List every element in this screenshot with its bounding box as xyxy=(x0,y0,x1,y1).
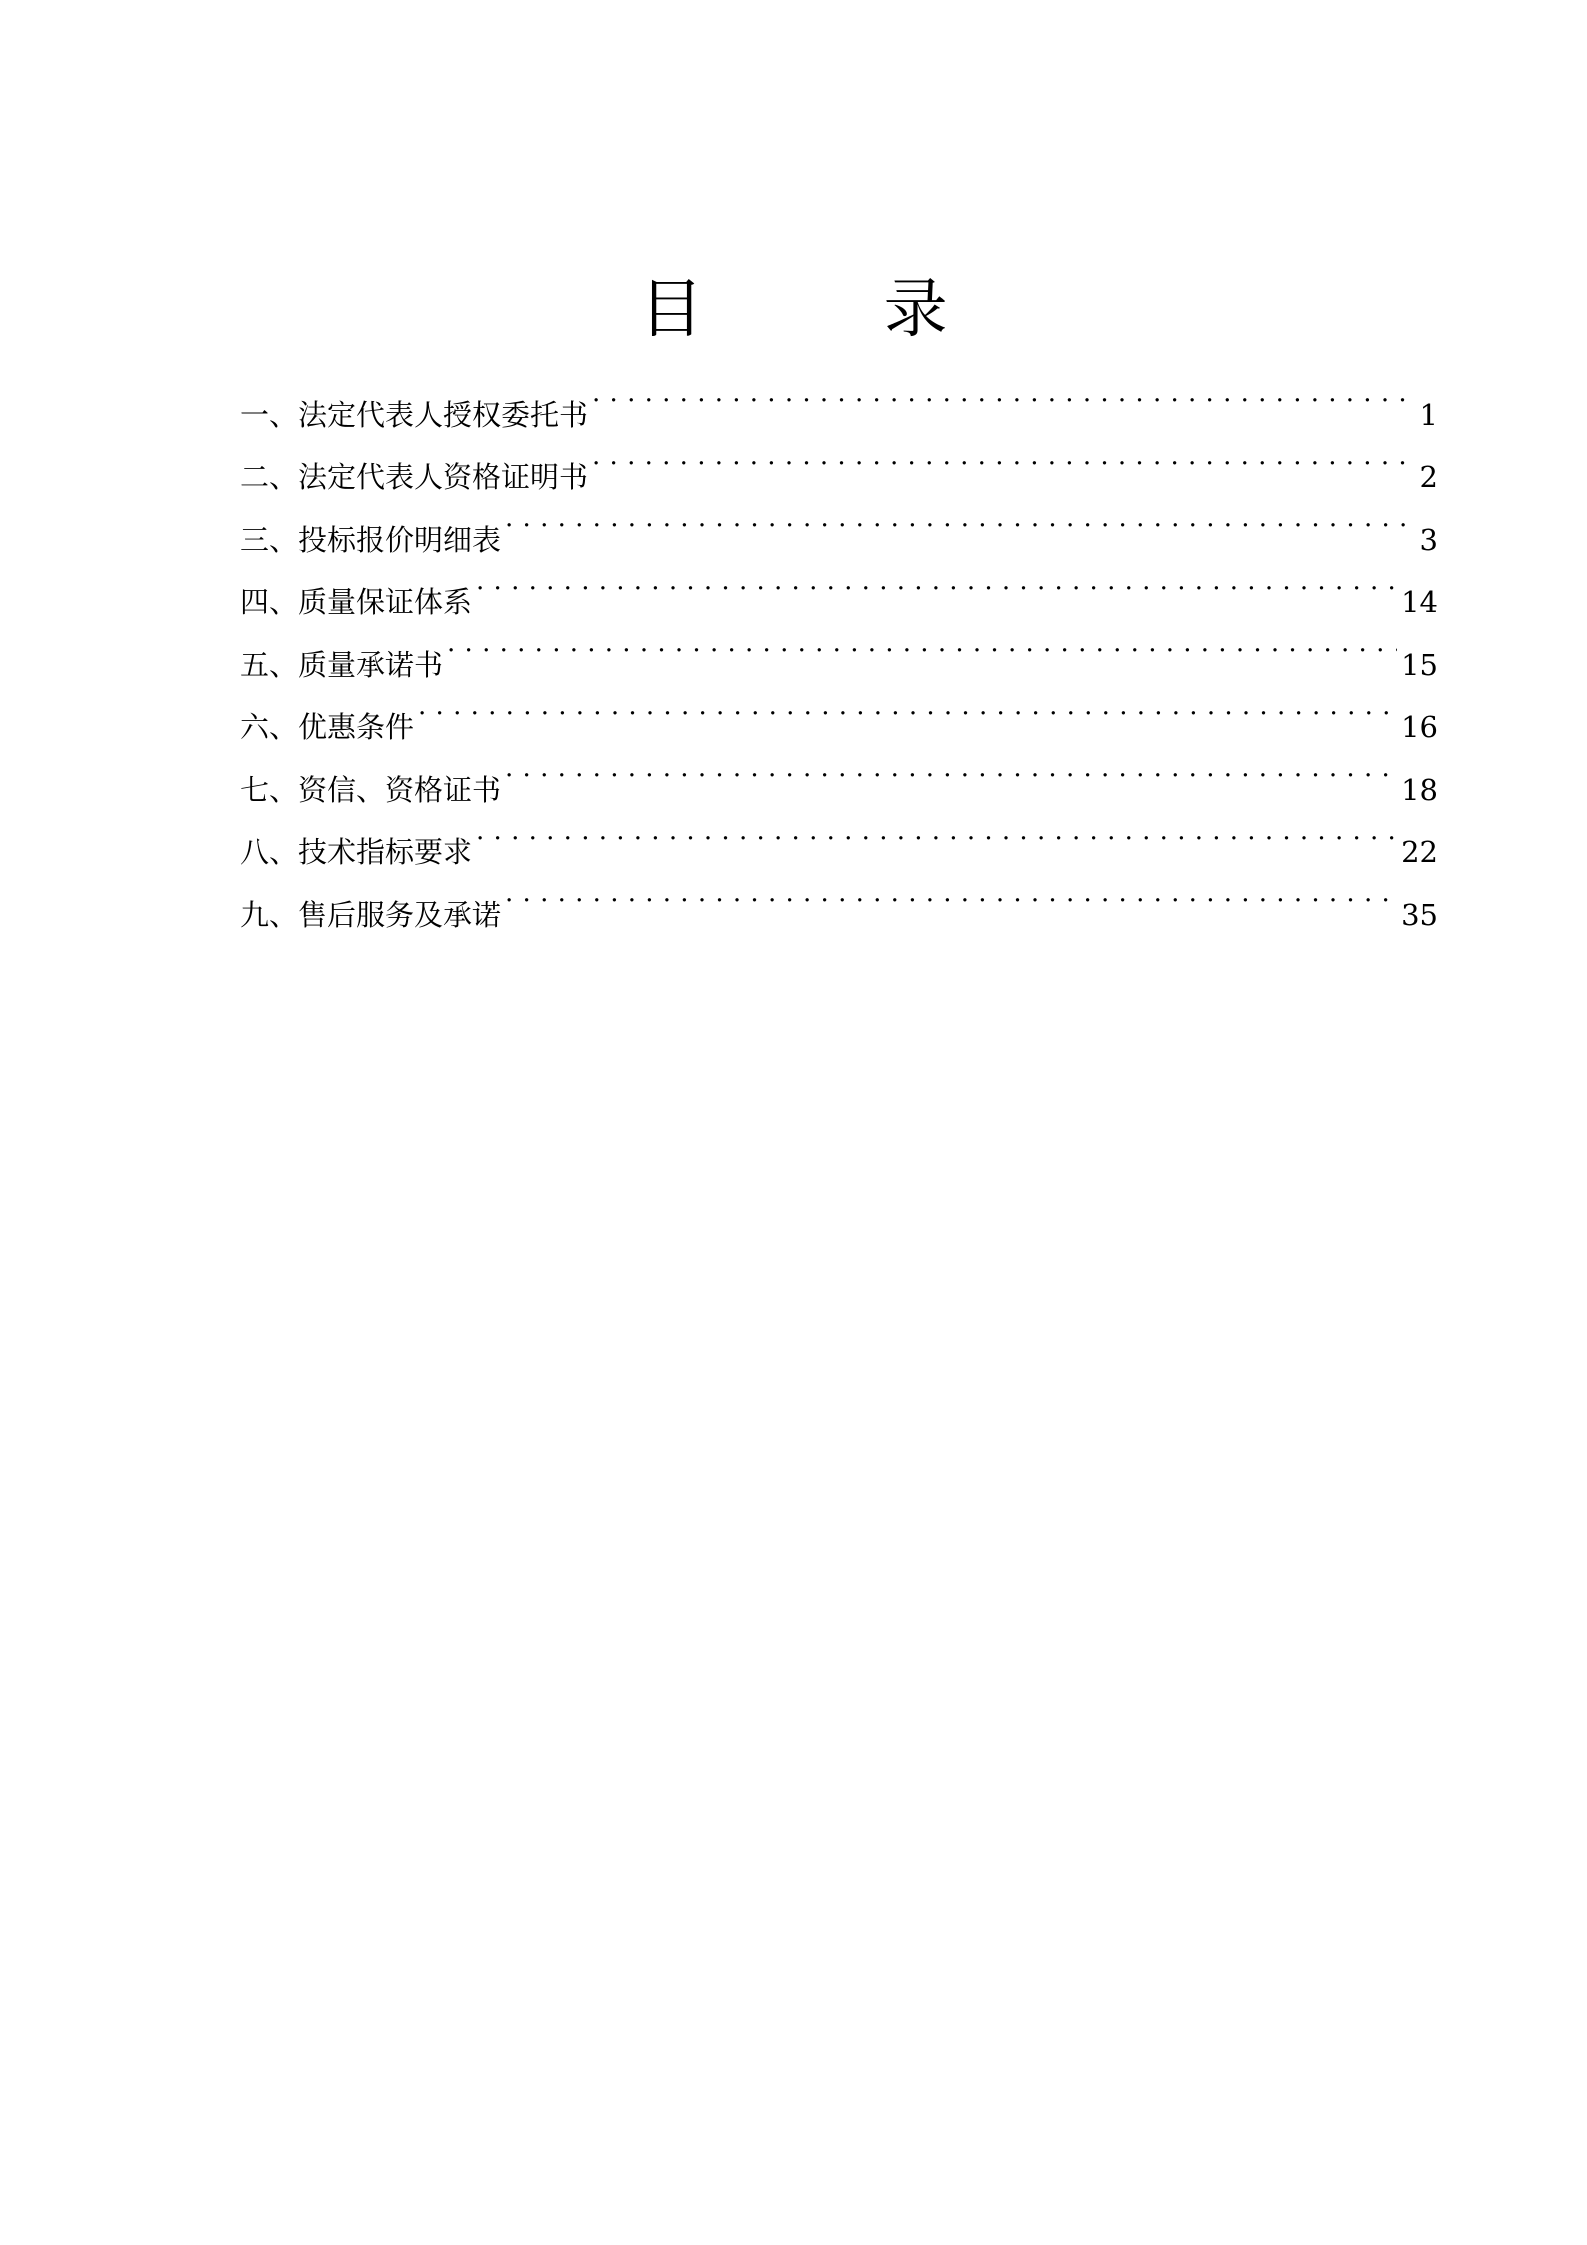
toc-entry-page-number: 2 xyxy=(1419,460,1438,494)
toc-leader-dots xyxy=(476,800,1397,863)
toc-entry[interactable] xyxy=(240,675,1438,744)
toc-leader-dots xyxy=(505,862,1397,925)
toc-entry-page-number: 3 xyxy=(1419,522,1438,557)
toc-entry-page-number: 15 xyxy=(1401,647,1438,682)
toc-entry-label: 七、资信、资格证书 xyxy=(240,772,502,807)
toc-leader-dots xyxy=(592,362,1414,425)
toc-leader-dots xyxy=(505,737,1397,800)
toc-entry-page-number: 22 xyxy=(1401,835,1438,869)
toc-entry-page-number: 1 xyxy=(1419,397,1438,432)
toc-entry-label: 八、技术指标要求 xyxy=(240,835,473,869)
toc-entry-label: 六、优惠条件 xyxy=(240,710,415,744)
toc-entry-label: 五、质量承诺书 xyxy=(240,647,444,682)
toc-leader-dots xyxy=(447,612,1397,675)
toc-leader-dots xyxy=(418,675,1397,738)
toc-entry-label: 一、法定代表人授权委托书 xyxy=(240,397,589,432)
toc-entry[interactable] xyxy=(240,737,1438,807)
toc-leader-dots xyxy=(592,425,1414,488)
toc-leader-dots xyxy=(505,487,1414,550)
toc-entry-label: 九、售后服务及承诺 xyxy=(240,897,502,932)
table-of-contents xyxy=(240,362,1438,932)
toc-entry-label: 四、质量保证体系 xyxy=(240,585,473,619)
page-title: 目 录 xyxy=(639,273,1028,347)
toc-entry-page-number: 18 xyxy=(1401,772,1438,807)
toc-entry[interactable] xyxy=(240,362,1438,432)
toc-entry-page-number: 16 xyxy=(1401,710,1438,744)
toc-entry-label: 三、投标报价明细表 xyxy=(240,522,502,557)
toc-entry-page-number: 35 xyxy=(1401,897,1438,932)
toc-leader-dots xyxy=(476,550,1397,613)
toc-entry-label: 二、法定代表人资格证明书 xyxy=(240,460,589,494)
toc-entry-page-number: 14 xyxy=(1401,585,1438,619)
